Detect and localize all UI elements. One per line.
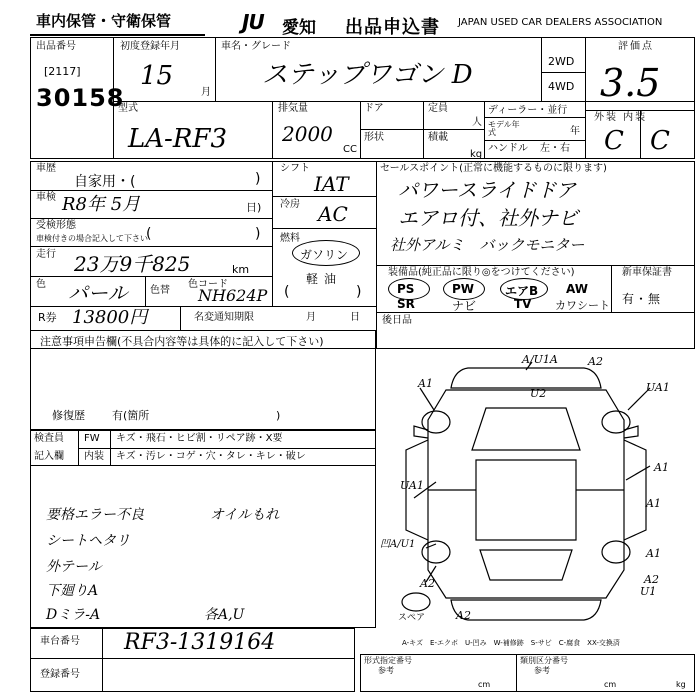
logo-mark: JU (242, 10, 264, 34)
fuel-diesel: 軽油 (306, 272, 343, 286)
handle-value: 左・右 (540, 143, 570, 154)
receipt-close: ) (255, 226, 261, 242)
first-reg-value: 15 (140, 61, 174, 91)
form-ref-label: 参考 (378, 666, 394, 675)
equip-label: 装備品(純正品に限り◎をつけてください) (388, 267, 575, 278)
r-ticket-label: R券 (38, 311, 57, 324)
class-number-label: 類別区分番号 (520, 656, 568, 665)
carname-label: 車名・グレード (221, 41, 291, 52)
org-name: 愛知 (282, 18, 316, 38)
damage-mark-right-quarter: A1 (646, 547, 661, 560)
equip-item-kawa-seat: カワシート (555, 299, 610, 312)
ext-int-label: 外装 内装 (594, 112, 648, 123)
fuel-close: ) (356, 284, 362, 300)
equip-item-aw: AW (566, 282, 588, 296)
ac-value: AC (318, 202, 348, 226)
inspection-value: R8年 5月 (62, 194, 141, 215)
ext-value: C (604, 126, 624, 156)
selling-label: セールスポイント(正常に機能するものに限ります) (380, 163, 607, 174)
org-english: JAPAN USED CAR DEALERS ASSOCIATION (458, 17, 663, 28)
shift-value: IAT (314, 172, 349, 196)
equip-circle-ps (388, 278, 430, 300)
carname-value: ステップワゴン D (262, 60, 473, 90)
hw-note-6: Dミラ-A (46, 607, 101, 623)
hw-note-3: シートヘタリ (46, 533, 130, 549)
ju-logo (242, 10, 264, 34)
form-designation-label: 形式指定番号 (364, 656, 412, 665)
equip-item-airbag: エアB (505, 284, 539, 298)
capacity-label: 定員 (428, 103, 448, 114)
damage-mark-rear-bumper: A2 (456, 609, 471, 622)
receipt-label: 受検形態 (36, 220, 76, 231)
fw-items: キズ・飛石・ヒビ割・リペア跡・X要 (116, 433, 283, 444)
damage-mark-hood: U2 (530, 387, 547, 400)
displacement-value: 2000 (282, 122, 333, 146)
notes-label: 注意事項申告欄(不具合内容等は具体的に記入して下さい) (40, 335, 324, 348)
score-value: 3.5 (600, 61, 661, 105)
score-label: 評価点 (618, 41, 654, 52)
damage-mark-right-fender: UA1 (646, 381, 670, 394)
month-unit: 月 (201, 87, 211, 98)
class-kg-unit: kg (676, 680, 686, 689)
rear-item-label: 後日品 (382, 315, 412, 326)
damage-mark-rear-corner: U1 (640, 585, 657, 598)
equip-item-sr: SR (397, 297, 415, 311)
hw-note-1: 要格エラー不良 (46, 507, 144, 523)
kg-unit: kg (470, 149, 483, 160)
selling-line-3: 社外アルミ バックモニター (390, 236, 585, 254)
equip-item-ps: PS (397, 282, 415, 296)
spare-label: スペア (398, 613, 426, 623)
lot-number: 30158 (36, 84, 125, 112)
door-label: ドア (364, 103, 384, 114)
handle-label: ハンドル (488, 143, 528, 154)
fw-label: FW (84, 433, 100, 444)
int-items: キズ・汚レ・コゲ・穴・タレ・キレ・破レ (116, 451, 306, 462)
first-reg-label: 初度登録年月 (120, 41, 180, 52)
load-label: 積載 (428, 132, 448, 143)
km-unit: km (232, 263, 250, 276)
repair-label: 修復歴 (52, 409, 85, 422)
receipt-paren: ( (146, 226, 152, 242)
equip-item-tv: TV (514, 297, 532, 311)
class-cm-unit: cm (604, 680, 617, 689)
inspection-label: 車検 (36, 192, 56, 203)
repair-value: 有(箇所 (112, 409, 150, 422)
damage-mark-right-rear: A1 (646, 497, 661, 510)
meigi-month: 月 (306, 312, 316, 323)
ac-label: 冷房 (280, 199, 300, 210)
displacement-label: 排気量 (278, 103, 308, 114)
repair-close: ) (276, 409, 281, 422)
damage-mark-left-door: UA1 (400, 479, 424, 492)
damage-mark-front: A/U1A (522, 353, 558, 366)
equip-circle-airbag (500, 278, 548, 300)
type-value: LA-RF3 (128, 124, 227, 154)
chassis-value: RF3-1319164 (124, 630, 276, 655)
damage-mark-rear-left: A2 (420, 577, 435, 590)
hw-note-7: 各A,U (204, 607, 245, 623)
damage-legend: A-キズ E-エクボ U-凹み W-補修跡 S-サビ C-腐食 XX-交換済 (402, 639, 620, 647)
damage-mark-front-right: A2 (588, 355, 603, 368)
damage-mark-front-left: A1 (418, 377, 433, 390)
equip-item-navi: ナビ (452, 299, 477, 313)
color-code-value: NH624P (198, 286, 268, 305)
int-label: 内装 (84, 451, 104, 462)
damage-mark-rear-right: A2 (644, 573, 659, 586)
hw-note-4: 外テール (46, 559, 102, 575)
section-title: 車内保管・守衛保管 (36, 12, 172, 30)
form-cm-unit: cm (478, 680, 491, 689)
warranty-value: 有・無 (622, 292, 662, 306)
damage-mark-right-door: A1 (654, 461, 669, 474)
lot-label: 出品番号 (36, 41, 76, 52)
selling-line-2: エアロ付、社外ナビ (398, 206, 578, 230)
int-value: C (650, 126, 670, 156)
fuel-gas-circle (292, 240, 360, 266)
reg-number-label: 登録番号 (40, 669, 80, 680)
fuel-gas: ガソリン (300, 248, 349, 262)
drive-4wd: 4WD (548, 80, 575, 93)
year-unit: 年 (570, 126, 580, 137)
history-label: 車歴 (36, 163, 56, 174)
model-year-label: モデル年式 (488, 120, 520, 137)
equip-item-pw: PW (452, 282, 475, 296)
damage-mark-left-rear: 凹A/U1 (380, 539, 416, 550)
color-swap-label: 色替 (150, 285, 170, 296)
shape-label: 形状 (364, 132, 384, 143)
hw-note-5: 下廻りA (46, 583, 99, 599)
selling-line-1: パワースライドドア (398, 178, 576, 202)
meigi-day: 日 (350, 312, 360, 323)
chassis-label: 車台番号 (40, 636, 80, 647)
fuel-open-paren: ( (284, 284, 290, 300)
class-ref-label: 参考 (534, 666, 550, 675)
history-value: 自家用・( (74, 174, 136, 190)
color-label: 色 (36, 279, 46, 290)
equip-circle-pw (443, 278, 485, 300)
hw-note-2: オイルもれ (210, 507, 280, 523)
shift-label: シフト (280, 163, 310, 174)
receipt-note: 車検付きの場合記入して下さい (36, 234, 148, 243)
person-unit: 人 (472, 117, 482, 128)
mileage-value: 23万9千825 (74, 252, 191, 276)
color-code-label: 色コード (188, 279, 228, 290)
inspector-label: 検査員 (34, 433, 64, 444)
dealer-label: ディーラー・並行 (488, 105, 568, 116)
mileage-label: 走行 (36, 249, 56, 260)
record-label: 記入欄 (34, 451, 64, 462)
doc-title: 出品申込書 (345, 17, 440, 38)
lot-bracket: [2117] (44, 65, 81, 78)
fuel-label: 燃料 (280, 233, 300, 244)
type-label: 型式 (118, 103, 138, 114)
cc-unit: CC (343, 144, 357, 155)
drive-2wd: 2WD (548, 55, 575, 68)
history-close: ) (255, 171, 261, 187)
warranty-label: 新車保証書 (622, 267, 672, 278)
meigi-label: 名変通知期限 (194, 312, 254, 323)
color-value: パール (68, 281, 128, 305)
inspection-day-unit: 日) (246, 201, 262, 214)
r-ticket-value: 13800円 (72, 307, 148, 328)
